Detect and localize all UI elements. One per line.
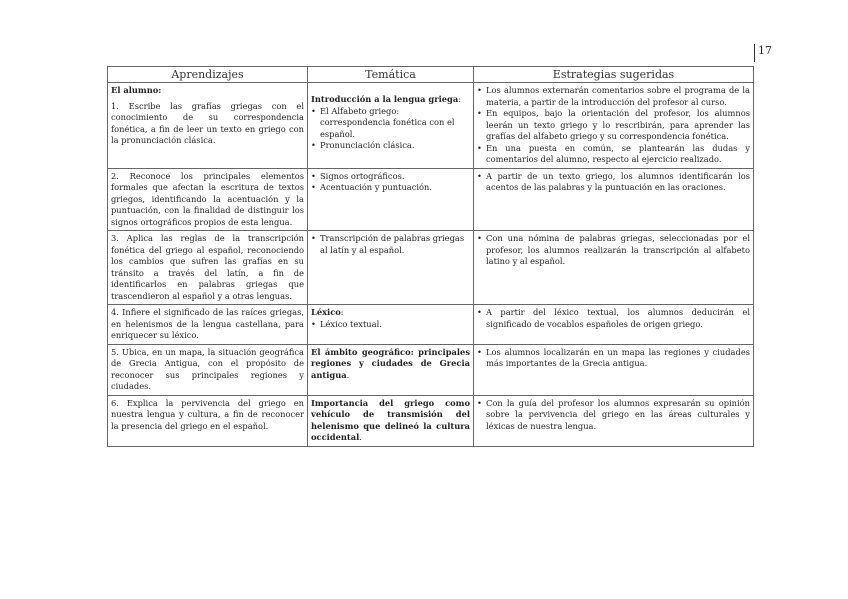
aprendizaje-text: 2. Reconoce los principales elementos formales que afectan la escritura de textos griegos, identificando la acentuación y la puntuación, con la finalidad de distinguir los signos ortográficos propios de esta lengua. [111, 170, 304, 227]
table-row [108, 344, 754, 395]
list-item: • Transcripción de palabras griegas al latín y al español. [311, 233, 470, 256]
list-item: • En una puesta en común, se plantearán las dudas y comentarios del alumno, respecto al ejercicio realizado. [477, 143, 750, 166]
tematica-list [311, 106, 470, 152]
estrategias-list [477, 233, 750, 268]
estrategias-cell [474, 168, 754, 231]
tematica-title: Importancia del griego como vehículo de transmisión del helenismo que delineó la cultura occidental [311, 397, 470, 442]
tematica-title: Léxico [311, 307, 341, 317]
page-number: 17 [754, 44, 772, 62]
table-row [108, 83, 754, 169]
tematica-cell [308, 344, 474, 395]
list-item: • En equipos, bajo la orientación del profesor, los alumnos leerán un texto griego y lo rescribirán, para aprender las grafías del alfabeto griego y su correspondencia fonética. [477, 108, 750, 143]
list-item: • Pronunciación clásica. [311, 140, 470, 152]
list-item: • Léxico textual. [311, 319, 470, 331]
tematica-cell [308, 231, 474, 305]
aprendizaje-cell [108, 231, 308, 305]
estrategias-cell [474, 305, 754, 345]
header-aprendizajes: Aprendizajes [108, 67, 308, 83]
tematica-cell [308, 83, 474, 169]
header-estrategias: Estrategias sugeridas [474, 67, 754, 83]
aprendizaje-cell [108, 83, 308, 169]
curriculum-table [107, 66, 754, 447]
tematica-title-suffix: : [340, 307, 344, 317]
table-row [108, 395, 754, 446]
estrategias-list [477, 171, 750, 194]
aprendizaje-text: 6. Explica la pervivencia del griego en nuestra lengua y cultura, a fin de reconocer la presencia del griego en el español. [111, 397, 304, 431]
list-item: • Acentuación y puntuación. [311, 182, 470, 194]
list-item: • Con una nómina de palabras griegas, seleccionadas por el profesor, los alumnos realizarán la transcripción al alfabeto latino y al español. [477, 233, 750, 268]
tematica-list [311, 319, 470, 331]
list-item: • El Alfabeto griego: correspondencia fonética con el español. [311, 106, 470, 141]
estrategias-list [477, 307, 750, 330]
aprendizaje-text: 1. Escribe las grafías griegas con el conocimiento de su correspondencia fonética, a fin de leer un texto en griego con la pronunciación clásica. [111, 100, 304, 145]
estrategias-cell [474, 83, 754, 169]
tematica-title: Introducción a la lengua griega [311, 94, 459, 104]
estrategias-cell [474, 344, 754, 395]
list-item: • Signos ortográficos. [311, 171, 470, 183]
table-row [108, 231, 754, 305]
tematica-title-suffix: . [346, 369, 350, 380]
estrategias-list [477, 347, 750, 370]
estrategias-cell [474, 395, 754, 446]
tematica-title-suffix: . [359, 432, 362, 442]
list-item: • Con la guía del profesor los alumnos expresarán su opinión sobre la pervivencia del griego en las áreas culturales y léxicas de nuestra lengua. [477, 398, 750, 433]
estrategias-list [477, 85, 750, 166]
list-item: • A partir del léxico textual, los alumnos deducirán el significado de vocablos españoles de origen griego. [477, 307, 750, 330]
tematica-list [311, 171, 470, 194]
estrategias-cell [474, 231, 754, 305]
table-header-row [108, 67, 754, 83]
aprendizaje-cell [108, 305, 308, 345]
table-row [108, 168, 754, 231]
aprendizaje-text: 3. Aplica las reglas de la transcripción fonética del griego al español, reconociendo los cambios que sufren las grafías en su tránsito a través del latín, a fin de identificarlos en palabras griegas que trascendieron al español y a otras lenguas. [111, 233, 304, 301]
header-tematica: Temática [308, 67, 474, 83]
aprendizaje-cell [108, 344, 308, 395]
table-row [108, 305, 754, 345]
tematica-cell [308, 395, 474, 446]
intro-label: El alumno: [111, 85, 162, 95]
list-item: • Los alumnos localizarán en un mapa las regiones y ciudades más importantes de la Grecia antigua. [477, 347, 750, 370]
list-item: • A partir de un texto griego, los alumnos identificarán los acentos de las palabras y la puntuación en las oraciones. [477, 171, 750, 194]
aprendizaje-cell [108, 395, 308, 446]
aprendizaje-cell [108, 168, 308, 231]
estrategias-list [477, 398, 750, 433]
list-item: • Los alumnos externarán comentarios sobre el programa de la materia, a partir de la introducción del profesor al curso. [477, 85, 750, 108]
aprendizaje-text: 5. Ubica, en un mapa, la situación geográfica de Grecia Antigua, con el propósito de reconocer sus principales regiones y ciudades. [111, 346, 304, 391]
tematica-cell [308, 305, 474, 345]
tematica-cell [308, 168, 474, 231]
tematica-title: El ámbito geográfico: principales regiones y ciudades de Grecia antigua [311, 346, 470, 380]
tematica-list [311, 233, 470, 256]
aprendizaje-text: 4. Infiere el significado de las raíces griegas, en helenismos de la lengua castellana, para enriquecer su léxico. [111, 307, 304, 340]
tematica-title-suffix: : [458, 94, 462, 104]
